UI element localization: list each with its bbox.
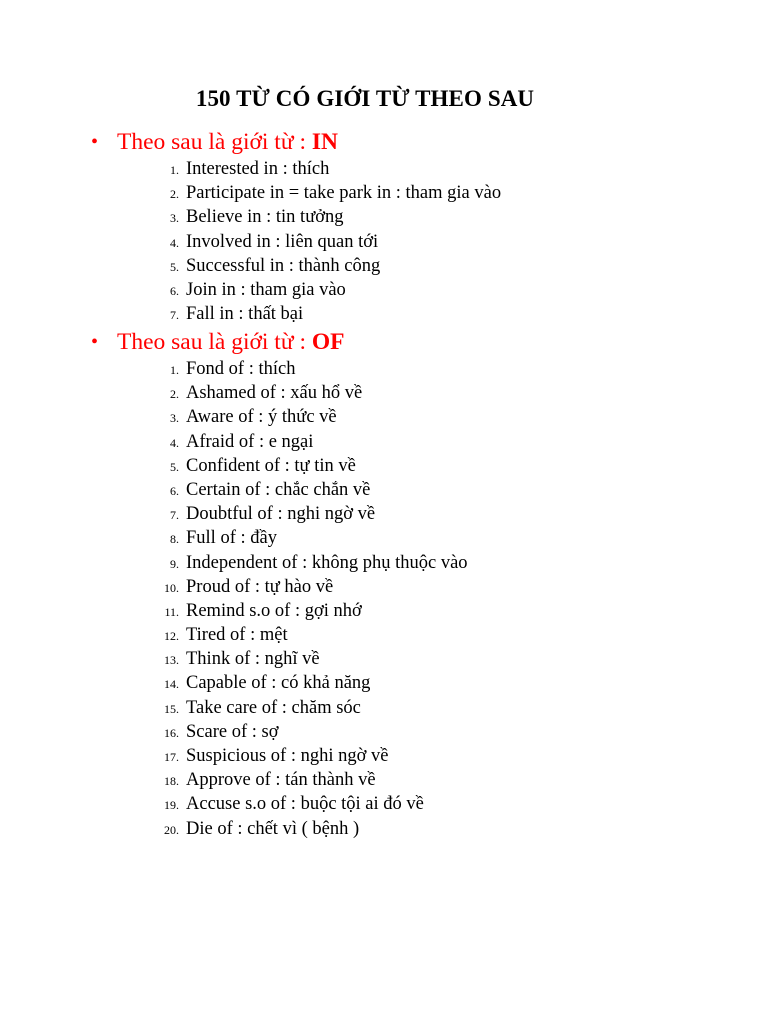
list-item xyxy=(0,744,768,768)
item-number: 6. xyxy=(170,483,179,498)
item-text: Think of : nghĩ về xyxy=(186,649,320,670)
item-text: Afraid of : e ngại xyxy=(186,431,314,452)
list-item xyxy=(0,454,768,478)
list-item xyxy=(0,696,768,720)
list-item xyxy=(0,205,768,229)
item-number: 11. xyxy=(164,604,179,619)
list-item xyxy=(0,502,768,526)
list-item xyxy=(0,768,768,792)
item-number: 19. xyxy=(164,798,179,813)
item-text: Proud of : tự hào về xyxy=(186,576,334,597)
list-item xyxy=(0,792,768,816)
section-heading xyxy=(0,127,768,157)
item-text: Participate in = take park in : tham gia vào xyxy=(186,183,502,204)
list-item xyxy=(0,623,768,647)
list-item xyxy=(0,302,768,326)
list-item xyxy=(0,357,768,381)
item-number: 20. xyxy=(164,822,179,837)
list-item xyxy=(0,671,768,695)
document-title: 150 TỪ CÓ GIỚI TỪ THEO SAU xyxy=(195,86,535,111)
heading-prefix: Theo sau là giới từ : xyxy=(117,329,312,355)
item-text: Certain of : chắc chắn về xyxy=(186,479,371,500)
bullet-icon: • xyxy=(91,131,99,153)
item-text: Approve of : tán thành về xyxy=(186,770,376,791)
item-number: 14. xyxy=(164,677,179,692)
item-text: Join in : tham gia vào xyxy=(186,279,346,300)
item-number: 12. xyxy=(164,629,179,644)
list-item xyxy=(0,430,768,454)
item-number: 1. xyxy=(170,363,179,377)
item-text: Interested in : thích xyxy=(186,159,330,179)
section-heading xyxy=(0,327,768,357)
item-text: Aware of : ý thức về xyxy=(186,407,337,428)
item-text: Believe in : tin tưởng xyxy=(186,207,344,228)
item-text: Independent of : không phụ thuộc vào xyxy=(186,552,468,573)
item-text: Remind s.o of : gợi nhớ xyxy=(186,600,362,621)
list-item xyxy=(0,254,768,278)
item-number: 4. xyxy=(170,235,179,250)
item-text: Tired of : mệt xyxy=(186,625,288,646)
section-heading-text xyxy=(117,127,338,157)
item-number: 6. xyxy=(170,283,179,298)
list-item xyxy=(0,526,768,550)
item-number: 3. xyxy=(170,211,179,226)
item-number: 17. xyxy=(164,750,179,764)
item-number: 8. xyxy=(170,532,179,547)
list-item xyxy=(0,230,768,254)
list-item xyxy=(0,817,768,841)
list-item xyxy=(0,551,768,575)
item-list xyxy=(0,157,768,326)
item-text: Fall in : thất bại xyxy=(186,304,304,325)
item-text: Suspicious of : nghi ngờ về xyxy=(186,746,389,766)
item-list xyxy=(0,357,768,841)
heading-keyword: IN xyxy=(311,129,338,155)
section-of xyxy=(0,327,768,841)
list-item xyxy=(0,647,768,671)
item-number: 3. xyxy=(170,411,179,426)
item-text: Confident of : tự tin về xyxy=(186,455,356,476)
item-text: Fond of : thích xyxy=(186,359,296,379)
item-text: Take care of : chăm sóc xyxy=(186,697,361,718)
item-number: 16. xyxy=(164,725,179,740)
list-item xyxy=(0,599,768,623)
item-number: 4. xyxy=(170,435,179,450)
list-item xyxy=(0,381,768,405)
item-number: 10. xyxy=(164,580,179,595)
item-text: Full of : đầy xyxy=(186,528,277,549)
item-number: 2. xyxy=(170,387,179,402)
item-number: 9. xyxy=(170,556,179,571)
item-number: 7. xyxy=(170,308,179,323)
item-number: 15. xyxy=(164,701,179,716)
item-number: 1. xyxy=(170,163,179,177)
item-number: 5. xyxy=(170,259,179,274)
section-heading-text xyxy=(117,327,345,357)
item-text: Involved in : liên quan tới xyxy=(186,231,379,252)
bullet-icon: • xyxy=(91,331,99,353)
item-text: Ashamed of : xấu hổ về xyxy=(186,383,363,404)
item-number: 7. xyxy=(170,508,179,523)
list-item xyxy=(0,157,768,181)
item-text: Accuse s.o of : buộc tội ai đó về xyxy=(186,794,424,815)
list-item xyxy=(0,720,768,744)
list-item xyxy=(0,278,768,302)
section-in xyxy=(0,127,768,326)
list-item xyxy=(0,181,768,205)
heading-keyword: OF xyxy=(311,329,345,355)
item-number: 5. xyxy=(170,459,179,474)
item-text: Capable of : có khả năng xyxy=(186,673,371,694)
item-text: Scare of : sợ xyxy=(186,721,279,742)
list-item xyxy=(0,575,768,599)
item-text: Doubtful of : nghi ngờ về xyxy=(186,504,376,525)
list-item xyxy=(0,478,768,502)
item-number: 2. xyxy=(170,187,179,202)
list-item xyxy=(0,405,768,429)
item-text: Successful in : thành công xyxy=(186,255,381,276)
heading-prefix: Theo sau là giới từ : xyxy=(117,129,312,155)
item-number: 13. xyxy=(164,653,179,668)
item-number: 18. xyxy=(164,774,179,789)
item-text: Die of : chết vì ( bệnh ) xyxy=(186,818,360,839)
